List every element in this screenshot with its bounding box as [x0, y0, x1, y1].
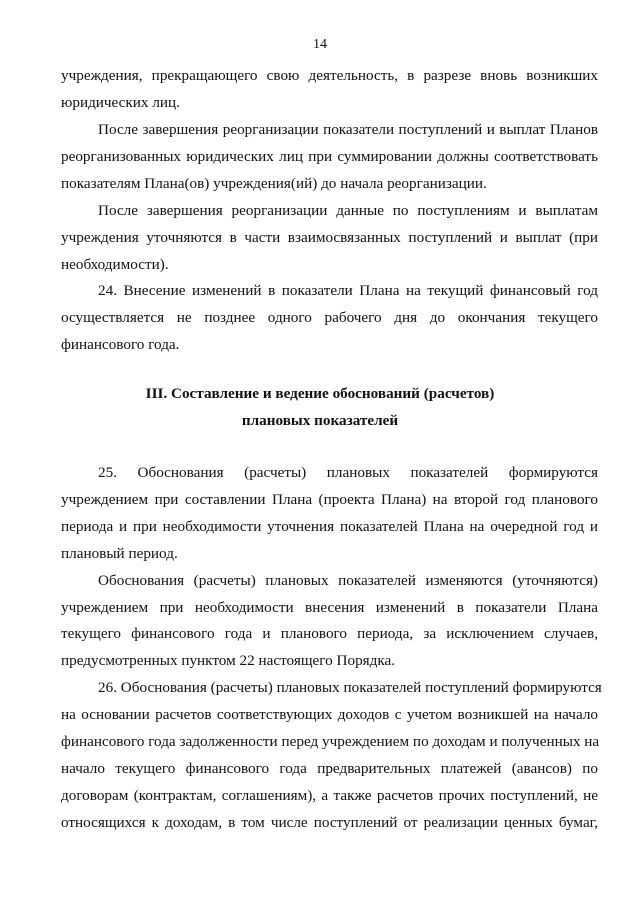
text-line: реорганизованных юридических лиц при суммировании должны соответствовать	[61, 148, 598, 165]
text-line: необходимости).	[61, 256, 169, 273]
text-line: текущего финансового года и планового периода, за исключением случаев,	[61, 625, 598, 642]
paragraph-start-line: 26. Обоснования (расчеты) плановых показателей поступлений формируются	[98, 679, 602, 696]
text-line: предусмотренных пунктом 22 настоящего Порядка.	[61, 652, 396, 669]
section-heading: III. Составление и ведение обоснований (расчетов)	[145, 385, 495, 402]
text-line: юридических лиц.	[61, 94, 180, 111]
text-line: относящихся к доходам, в том числе поступлений от реализации ценных бумаг,	[61, 814, 598, 831]
section-heading-continued: плановых показателей	[241, 412, 399, 429]
text-line: плановый период.	[61, 545, 178, 562]
paragraph-start-line: 25. Обоснования (расчеты) плановых показателей формируются	[98, 464, 598, 481]
text-line: договорам (контрактам, соглашениям), а также расчетов прочих поступлений, не	[61, 787, 598, 804]
paragraph-start-line: После завершения реорганизации показатели поступлений и выплат Планов	[98, 121, 598, 138]
text-line: финансового года.	[61, 336, 180, 353]
text-line: на основании расчетов соответствующих доходов с учетом возникшей на начало	[61, 706, 598, 723]
paragraph-start-line: После завершения реорганизации данные по поступлениям и выплатам	[98, 202, 598, 219]
paragraph-start-line: Обоснования (расчеты) плановых показателей изменяются (уточняются)	[98, 572, 598, 589]
text-line: периода и при необходимости уточнения показателей Плана на очередной год и	[61, 518, 598, 535]
text-line: учреждения, прекращающего свою деятельность, в разрезе вновь возникших	[61, 67, 598, 84]
text-line: учреждения уточняются в части взаимосвязанных поступлений и выплат (при	[61, 229, 598, 246]
text-line: учреждением при необходимости внесения изменений в показатели Плана	[61, 599, 598, 616]
paragraph-start-line: 24. Внесение изменений в показатели Плана на текущий финансовый год	[98, 282, 598, 299]
text-line: осуществляется не позднее одного рабочего дня до окончания текущего	[61, 309, 598, 326]
page-number: 14	[313, 37, 327, 52]
text-line: учреждением при составлении Плана (проекта Плана) на второй год планового	[61, 491, 598, 508]
text-line: показателям Плана(ов) учреждения(ий) до начала реорганизации.	[61, 175, 487, 192]
text-line: начало текущего финансового года предварительных платежей (авансов) по	[61, 760, 598, 777]
text-line: финансового года задолженности перед учреждением по доходам и полученных на	[61, 733, 600, 750]
